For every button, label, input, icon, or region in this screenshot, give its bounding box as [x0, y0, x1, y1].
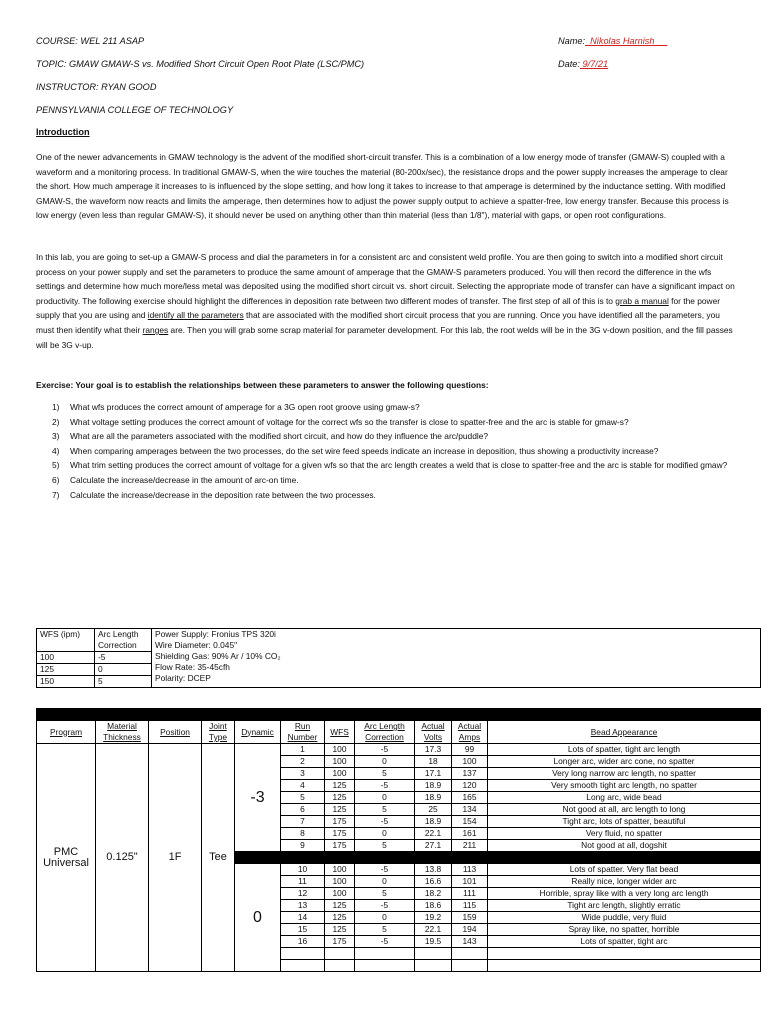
- arc-length-header: Arc Length Correction: [95, 629, 152, 652]
- program-header: Program: [37, 721, 96, 744]
- question-item: 1) What wfs produces the correct amount of amperage for a 3G open root groove using gmaw-s?: [52, 402, 420, 412]
- name-label: Name:: [558, 36, 586, 46]
- table-row: 9 175 5 27.1 211 Not good at all, dogshit: [37, 840, 761, 852]
- p2-underline-ranges: ranges: [142, 324, 169, 335]
- polarity-info: Polarity: DCEP: [155, 673, 211, 683]
- table-row: 14 125 0 19.2 159 Wide puddle, very fluid: [37, 912, 761, 924]
- date-label: Date:: [558, 59, 580, 69]
- table-row: 16 175 -5 19.5 143 Lots of spatter, tight arc: [37, 936, 761, 948]
- params-row: 150 5: [37, 676, 761, 688]
- p2-text-b: for the power supply that you are using and: [36, 295, 721, 321]
- question-item: 5) What trim setting produces the correct amount of voltage for a given wfs so that the arc length creates a weld that is close to spatter-free and the arc is stable for modified gmaw?: [52, 460, 728, 471]
- question-item: 6) Calculate the increase/decrease in the amount of arc-on time.: [52, 474, 299, 485]
- intro-paragraph-2: [36, 250, 736, 352]
- p2-text-c: that are associated with the modified short circuit process that you are running. Once you have identified all the parameters, you must then identify what their: [36, 310, 720, 335]
- table-row: 0 10 100 -5 13.8 113 Lots of spatter. Very flat bead: [37, 864, 761, 876]
- power-supply-info: Power Supply: Fronius TPS 320i: [155, 629, 276, 639]
- topic-line: TOPIC: GMAW GMAW-S vs. Modified Short Circuit Open Root Plate (LSC/PMC): [36, 59, 365, 69]
- joint-header: Joint Type: [202, 721, 235, 744]
- bead-header: Bead Appearance: [488, 721, 761, 744]
- wire-diameter-info: Wire Diameter: 0.045": [155, 640, 238, 650]
- joint-cell: Tee: [202, 744, 235, 972]
- table-row: 15 125 5 22.1 194 Spray like, no spatter, horrible: [37, 924, 761, 936]
- course-line: COURSE: WEL 211 ASAP: [36, 36, 145, 46]
- position-cell: 1F: [149, 744, 202, 972]
- name-value: Nikolas Harnish: [585, 36, 668, 46]
- setup-info-cell: [152, 629, 761, 688]
- dynamic-cell-1: -3: [235, 744, 281, 852]
- run-number-header: Run Number: [281, 721, 325, 744]
- arc-correction-header: Arc Length Correction: [355, 721, 415, 744]
- wfs-col-header: WFS: [325, 721, 355, 744]
- divider-bar: [37, 709, 761, 721]
- dynamic-header: Dynamic: [235, 721, 281, 744]
- runs-header-row: [37, 721, 761, 744]
- intro-paragraph-1: One of the newer advancements in GMAW technology is the advent of the modified short-circuit transfer. This is a combination of a low energy mode of transfer (GMAW-S) coupled with a waveform and a monitoring process. In traditional GMAW-S, when the wire touches the material (80-200x/sec), the resistance drops and the power supply increases the amperage to clear the short. How much amperage it increases to is influenced by the slope setting, and how long it takes to increase to that amperage is determined by the inductance setting. With modified GMAW-S, the waveform now reacts and limits the amperage, then determines how to adjust the power supply output to achieve a spatter-free, low energy transfer. Because this process is low energy (even less than regular GMAW-S), it should never be used on anything other than thin material (less than 1/8"), material with gaps, or open root configurations.: [36, 152, 729, 221]
- params-row: 100 -5: [37, 652, 761, 664]
- date-value: 9/7/21: [579, 59, 609, 69]
- wfs-header: WFS (ipm): [37, 629, 95, 652]
- position-header: Position: [149, 721, 202, 744]
- college-line: PENNSYLVANIA COLLEGE OF TECHNOLOGY: [36, 105, 234, 115]
- table-row: 6 125 5 25 134 Not good at all, arc length to long: [37, 804, 761, 816]
- question-item: 7) Calculate the increase/decrease in the deposition rate between the two processes.: [52, 489, 376, 500]
- table-row: 12 100 5 18.2 111 Horrible, spray like with a very long arc length: [37, 888, 761, 900]
- thickness-cell: 0.125": [96, 744, 149, 972]
- table-row: 11 100 0 16.6 101 Really nice, longer wider arc: [37, 876, 761, 888]
- table-row: 2 100 0 18 100 Longer arc, wider arc cone, no spatter: [37, 756, 761, 768]
- table-row: 8 175 0 22.1 161 Very fluid, no spatter: [37, 828, 761, 840]
- question-item: 4) When comparing amperages between the two processes, do the set wire feed speeds indicate an increase in deposition, thus showing a productivity increase?: [52, 445, 659, 456]
- parameters-table: [36, 628, 761, 688]
- program-cell: PMC Universal: [37, 744, 96, 972]
- p2-text-d: are. Then you will grab some scrap material for parameter development. For this lab, the root welds will be in the 3G v-down position, and the fill passes will be 3G v-up.: [36, 324, 733, 350]
- question-item: 3) What are all the parameters associated with the modified short circuit, and how do they influence the arc/puddle?: [52, 431, 489, 442]
- name-field: [558, 36, 667, 46]
- p2-underline-manual: grab a manual: [615, 295, 669, 306]
- instructor-line: INSTRUCTOR: RYAN GOOD: [36, 82, 157, 92]
- introduction-heading: Introduction: [36, 127, 90, 137]
- table-row: 5 125 0 18.9 165 Long arc, wide bead: [37, 792, 761, 804]
- runs-table: [36, 708, 761, 972]
- p2-text-a: In this lab, you are going to set-up a GMAW-S process and dial the parameters in for a consistent arc and consistent weld profile. You are then going to switch into a modified short circuit process on your power supply and set the parameters to produce the same amount of amperage that the GMAW-S parameters produced. You will then record the difference in the wfs settings and determine how much more/less metal was deposited using the modified short circuit vs. short circuit. Selecting the appropriate mode of transfer can have a significant impact on productivity. The following exercise should highlight the differences in deposition rate between two different modes of transfer. The first step of all of this is to: [36, 252, 735, 306]
- params-row: 125 0: [37, 664, 761, 676]
- params-header-row: [37, 629, 761, 652]
- shielding-gas-info: Shielding Gas: 90% Ar / 10% CO₂: [155, 651, 281, 661]
- exercise-line: Exercise: Your goal is to establish the relationships between these parameters to answer the following questions:: [36, 380, 489, 390]
- amps-header: Actual Amps: [452, 721, 488, 744]
- question-item: 2) What voltage setting produces the correct amount of voltage for the correct wfs so the transfer is close to spatter-free and the arc is stable for gmaw-s?: [52, 416, 629, 427]
- flow-rate-info: Flow Rate: 35-45cfh: [155, 662, 230, 672]
- table-row: 7 175 -5 18.9 154 Tight arc, lots of spatter, beautiful: [37, 816, 761, 828]
- dynamic-cell-2: 0: [235, 864, 281, 972]
- volts-header: Actual Volts: [415, 721, 452, 744]
- table-row: 13 125 -5 18.6 115 Tight arc length, slightly erratic: [37, 900, 761, 912]
- question-list: [36, 400, 736, 502]
- thickness-header: Material Thickness: [96, 721, 149, 744]
- p2-underline-params: identify all the parameters: [147, 310, 244, 321]
- table-row: PMC Universal 0.125" 1F Tee -3 1 100 -5 17.3 99 Lots of spatter, tight arc length: [37, 744, 761, 756]
- date-field: [558, 59, 608, 69]
- table-row: 3 100 5 17.1 137 Very long narrow arc length, no spatter: [37, 768, 761, 780]
- table-row: 4 125 -5 18.9 120 Very smooth tight arc length, no spatter: [37, 780, 761, 792]
